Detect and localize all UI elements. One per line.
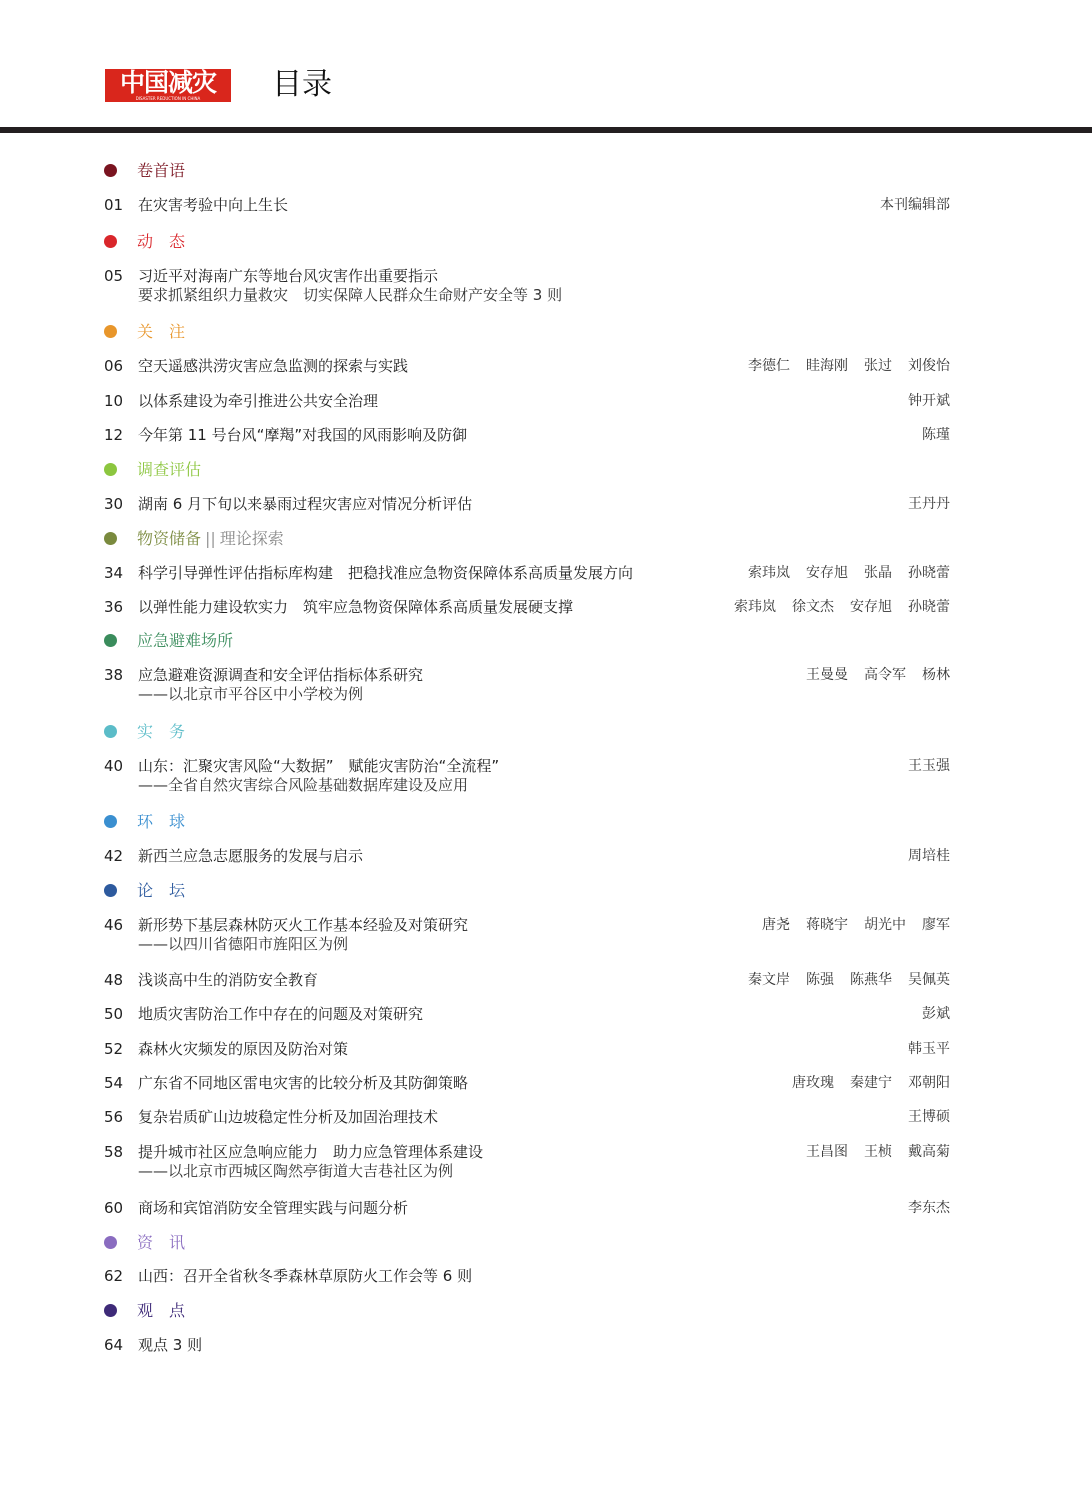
author-name: 吴佩英: [908, 972, 950, 988]
section-title-wrap: [137, 1233, 185, 1253]
section-bullet-icon: [104, 235, 117, 248]
toc-entry[interactable]: [0, 195, 1092, 215]
author-name: 安存旭: [806, 565, 848, 581]
author-name: 王丹丹: [908, 496, 950, 512]
section-header: [0, 631, 1092, 651]
article-subtitle: 要求抓紧组织力量救灾 切实保障人民群众生命财产安全等 3 则: [138, 286, 563, 304]
section-title: 关 注: [137, 322, 186, 341]
article-subtitle: ——以北京市平谷区中小学校为例: [138, 685, 364, 703]
article-title[interactable]: 提升城市社区应急响应能力 助力应急管理体系建设: [138, 1143, 484, 1161]
author-name: 杨林: [922, 667, 950, 683]
author-name: 李东杰: [908, 1200, 950, 1216]
section-bullet-icon: [104, 463, 117, 476]
section-bullet-icon: [104, 884, 117, 897]
author-name: 索玮岚: [748, 565, 790, 581]
article-title[interactable]: 在灾害考验中向上生长: [138, 196, 289, 214]
author-list: [892, 1198, 950, 1218]
page-number: 54: [104, 1074, 124, 1092]
section-bullet-icon: [104, 634, 117, 647]
article-title[interactable]: 浅谈高中生的消防安全教育: [138, 971, 319, 989]
section-bullet-icon: [104, 1304, 117, 1317]
author-list: [906, 1004, 950, 1024]
author-list: [732, 563, 950, 583]
author-name: 戴高菊: [908, 1144, 950, 1160]
author-list: [906, 425, 950, 445]
page-number: 36: [104, 598, 124, 616]
section-title: 论 坛: [137, 881, 186, 900]
section-title: 环 球: [137, 812, 186, 831]
article-title[interactable]: 空天遥感洪涝灾害应急监测的探索与实践: [138, 357, 409, 375]
section-title: 调查评估: [137, 460, 202, 479]
author-name: 王玉强: [908, 758, 950, 774]
toc-entry[interactable]: [0, 1198, 1092, 1218]
author-name: 王曼曼: [806, 667, 848, 683]
section-title: 实 务: [137, 722, 186, 741]
author-list: [732, 970, 950, 990]
article-subtitle: ——以北京市西城区陶然亭街道大吉巷社区为例: [138, 1162, 454, 1180]
section-header: [0, 881, 1092, 901]
article-subtitle: ——全省自然灾害综合风险基础数据库建设及应用: [138, 776, 469, 794]
section-bullet-icon: [104, 325, 117, 338]
article-title[interactable]: 新西兰应急志愿服务的发展与启示: [138, 847, 364, 865]
page-number: 48: [104, 971, 124, 989]
section-title: 观 点: [137, 1301, 186, 1320]
page-number: 42: [104, 847, 124, 865]
author-list: [892, 391, 950, 411]
author-name: 孙晓蕾: [908, 565, 950, 581]
author-name: 唐尧: [762, 917, 790, 933]
section-bullet-icon: [104, 1236, 117, 1249]
author-name: 邓朝阳: [908, 1075, 950, 1091]
toc-entry[interactable]: [0, 665, 1092, 703]
toc-entry[interactable]: [0, 1004, 1092, 1024]
author-name: 王桢: [864, 1144, 892, 1160]
author-name: 徐文杰: [792, 599, 834, 615]
section-header: [0, 322, 1092, 342]
toc-entry[interactable]: [0, 425, 1092, 445]
section-title: 应急避难场所: [137, 631, 234, 650]
author-name: 刘俊怡: [908, 358, 950, 374]
article-title[interactable]: 应急避难资源调查和安全评估指标体系研究: [138, 666, 424, 684]
toc-entry[interactable]: [0, 1039, 1092, 1059]
toc-entry[interactable]: [0, 1073, 1092, 1093]
author-list: [732, 356, 950, 376]
article-subtitle: ——以四川省德阳市旌阳区为例: [138, 935, 349, 953]
section-header: [0, 529, 1092, 549]
section-header: [0, 232, 1092, 252]
page-number: 38: [104, 666, 124, 684]
author-name: 索玮岚: [734, 599, 776, 615]
section-header: [0, 1233, 1092, 1253]
magazine-logo: [105, 69, 231, 102]
toc-entry[interactable]: [0, 1266, 1092, 1286]
toc-entry[interactable]: [0, 563, 1092, 583]
article-title[interactable]: 观点 3 则: [138, 1336, 203, 1354]
author-list: [864, 195, 950, 215]
section-title-wrap: [137, 722, 185, 742]
article-title[interactable]: 新形势下基层森林防灭火工作基本经验及对策研究: [138, 916, 469, 934]
author-name: 秦文岸: [748, 972, 790, 988]
toc-entry[interactable]: [0, 391, 1092, 411]
section-title-wrap: [137, 1301, 185, 1321]
toc-entry[interactable]: [0, 266, 1092, 304]
author-name: 陈瑾: [922, 427, 950, 443]
section-title-wrap: [137, 460, 201, 480]
section-title-wrap: [137, 812, 185, 832]
section-title-wrap: [137, 529, 284, 549]
page-number: 52: [104, 1040, 124, 1058]
section-header: [0, 460, 1092, 480]
article-title[interactable]: 广东省不同地区雷电灾害的比较分析及其防御策略: [138, 1074, 469, 1092]
toc-entry[interactable]: [0, 1335, 1092, 1355]
toc-entry[interactable]: [0, 597, 1092, 617]
author-list: [892, 1039, 950, 1059]
toc-entry[interactable]: [0, 756, 1092, 794]
section-header: [0, 161, 1092, 181]
author-name: 眭海刚: [806, 358, 848, 374]
toc-entry[interactable]: [0, 846, 1092, 866]
page-number: 56: [104, 1108, 124, 1126]
section-header: [0, 812, 1092, 832]
author-name: 安存旭: [850, 599, 892, 615]
author-list: [746, 915, 950, 935]
section-title: 资 讯: [137, 1233, 186, 1252]
article-title[interactable]: 今年第 11 号台风“摩羯”对我国的风雨影响及防御: [138, 426, 468, 444]
article-title[interactable]: 地质灾害防治工作中存在的问题及对策研究: [138, 1005, 424, 1023]
section-title: 物资储备: [137, 529, 202, 548]
page-number: 34: [104, 564, 124, 582]
page-number: 30: [104, 495, 124, 513]
page-number: 62: [104, 1267, 124, 1285]
author-name: 胡光中: [864, 917, 906, 933]
author-name: 秦建宁: [850, 1075, 892, 1091]
section-title: 动 态: [137, 232, 186, 251]
section-title-wrap: [137, 631, 233, 651]
author-name: 韩玉平: [908, 1041, 950, 1057]
author-name: 张过: [864, 358, 892, 374]
author-name: 蒋晓宇: [806, 917, 848, 933]
page-number: 01: [104, 196, 124, 214]
author-list: [892, 494, 950, 514]
author-list: [776, 1073, 950, 1093]
toc-entry[interactable]: [0, 1107, 1092, 1127]
article-title[interactable]: 山西：召开全省秋冬季森林草原防火工作会等 6 则: [138, 1267, 473, 1285]
article-title[interactable]: 科学引导弹性评估指标库构建 把稳找准应急物资保障体系高质量发展方向: [138, 564, 634, 582]
author-name: 唐玫瑰: [792, 1075, 834, 1091]
page-number: 58: [104, 1143, 124, 1161]
section-title-wrap: [137, 322, 185, 342]
page-number: 06: [104, 357, 124, 375]
author-name: 本刊编辑部: [880, 197, 950, 213]
section-bullet-icon: [104, 532, 117, 545]
section-title-wrap: [137, 232, 185, 252]
header-rule: [0, 127, 1092, 133]
author-list: [790, 1142, 950, 1162]
section-bullet-icon: [104, 725, 117, 738]
article-title[interactable]: 习近平对海南广东等地台风灾害作出重要指示: [138, 267, 439, 285]
author-name: 周培桂: [908, 848, 950, 864]
author-name: 高令军: [864, 667, 906, 683]
author-name: 王博硕: [908, 1109, 950, 1125]
section-title-secondary: 理论探索: [219, 529, 284, 548]
logo-text: 中国减灾: [119, 69, 216, 97]
page-number: 10: [104, 392, 124, 410]
author-list: [892, 756, 950, 776]
article-title[interactable]: 商场和宾馆消防安全管理实践与问题分析: [138, 1199, 409, 1217]
author-name: 陈强: [806, 972, 834, 988]
section-title-wrap: [137, 881, 185, 901]
section-header: [0, 722, 1092, 742]
toc-entry[interactable]: [0, 915, 1092, 953]
page-number: 40: [104, 757, 124, 775]
author-list: [790, 665, 950, 685]
author-name: 李德仁: [748, 358, 790, 374]
toc-entry[interactable]: [0, 1142, 1092, 1180]
page-number: 12: [104, 426, 124, 444]
section-title-wrap: [137, 161, 185, 181]
toc-entry[interactable]: [0, 970, 1092, 990]
author-name: 廖军: [922, 917, 950, 933]
author-name: 孙晓蕾: [908, 599, 950, 615]
page-number: 50: [104, 1005, 124, 1023]
author-list: [718, 597, 950, 617]
page-number: 46: [104, 916, 124, 934]
article-title[interactable]: 湖南 6 月下旬以来暴雨过程灾害应对情况分析评估: [138, 495, 473, 513]
section-bullet-icon: [104, 815, 117, 828]
author-name: 彭斌: [922, 1006, 950, 1022]
logo-subtext: DISASTER REDUCTION IN CHINA: [135, 96, 201, 101]
author-list: [892, 1107, 950, 1127]
page-title: 目录: [272, 67, 332, 102]
article-title[interactable]: 森林火灾频发的原因及防治对策: [138, 1040, 349, 1058]
article-title[interactable]: 以体系建设为牵引推进公共安全治理: [138, 392, 379, 410]
toc-entry[interactable]: [0, 356, 1092, 376]
author-name: 钟开斌: [908, 393, 950, 409]
section-separator: ||: [205, 529, 216, 548]
author-name: 张晶: [864, 565, 892, 581]
article-title[interactable]: 山东：汇聚灾害风险“大数据” 赋能灾害防治“全流程”: [138, 757, 500, 775]
toc-entry[interactable]: [0, 494, 1092, 514]
author-name: 陈燕华: [850, 972, 892, 988]
author-list: [892, 846, 950, 866]
article-title[interactable]: 以弹性能力建设软实力 筑牢应急物资保障体系高质量发展硬支撑: [138, 598, 574, 616]
page-number: 60: [104, 1199, 124, 1217]
author-name: 王昌图: [806, 1144, 848, 1160]
section-bullet-icon: [104, 164, 117, 177]
page-number: 05: [104, 267, 124, 285]
article-title[interactable]: 复杂岩质矿山边坡稳定性分析及加固治理技术: [138, 1108, 439, 1126]
page-number: 64: [104, 1336, 124, 1354]
section-header: [0, 1301, 1092, 1321]
section-title: 卷首语: [137, 161, 186, 180]
